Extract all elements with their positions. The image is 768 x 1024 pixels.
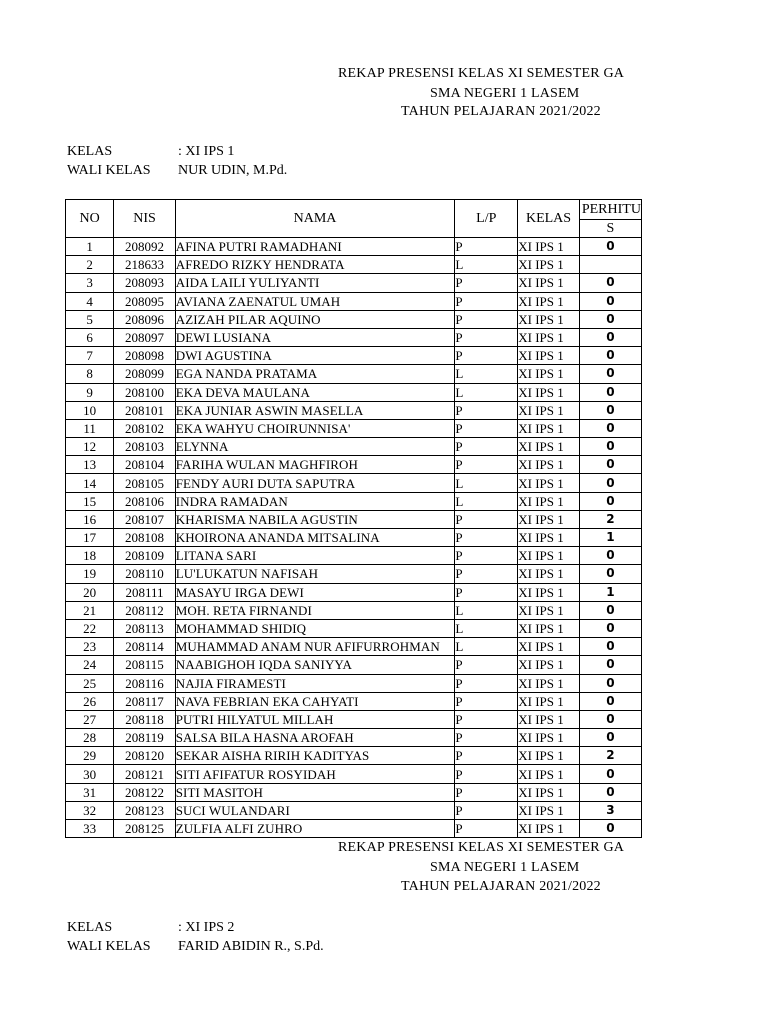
row-class: XI IPS 1 [518,729,580,747]
row-nis: 208122 [114,783,175,801]
table-row [66,619,642,637]
row-nis: 208101 [114,401,175,419]
row-gender: L [455,383,518,401]
row-class: XI IPS 1 [518,510,580,528]
row-no: 20 [66,583,114,601]
row-no: 17 [66,529,114,547]
row-nis: 208108 [114,529,175,547]
row-nis: 208098 [114,347,175,365]
row-sick-count: 1 [579,529,641,547]
row-sick-count: 0 [579,565,641,583]
class-label: KELAS [67,144,113,159]
row-name: EKA WAHYU CHOIRUNNISA' [175,419,455,437]
row-class: XI IPS 1 [518,529,580,547]
row-nis: 208095 [114,292,175,310]
row-class: XI IPS 1 [518,274,580,292]
row-name: KHARISMA NABILA AGUSTIN [175,510,455,528]
row-nis: 208119 [114,729,175,747]
table-row [66,310,642,328]
row-name: KHOIRONA ANANDA MITSALINA [175,529,455,547]
row-gender: P [455,710,518,728]
row-sick-count: 0 [579,619,641,637]
row-name: DEWI LUSIANA [175,328,455,346]
row-class: XI IPS 1 [518,692,580,710]
row-no: 13 [66,456,114,474]
row-class: XI IPS 1 [518,383,580,401]
row-nis: 208099 [114,365,175,383]
row-sick-count: 0 [579,347,641,365]
row-name: AIDA LAILI YULIYANTI [175,274,455,292]
row-class: XI IPS 1 [518,256,580,274]
table-row [66,547,642,565]
table-row [66,274,642,292]
row-sick-count: 0 [579,238,641,256]
row-nis: 208118 [114,710,175,728]
header-s: S [579,220,641,238]
row-no: 19 [66,565,114,583]
row-no: 31 [66,783,114,801]
row-gender: P [455,510,518,528]
row-gender: P [455,274,518,292]
row-nis: 208123 [114,801,175,819]
row-name: LU'LUKATUN NAFISAH [175,565,455,583]
table-row [66,328,642,346]
row-name: SITI AFIFATUR ROSYIDAH [175,765,455,783]
row-no: 33 [66,820,114,838]
row-nis: 208105 [114,474,175,492]
row-name: PUTRI HILYATUL MILLAH [175,710,455,728]
row-no: 32 [66,801,114,819]
table-row [66,401,642,419]
table-row [66,383,642,401]
table-row [66,365,642,383]
row-sick-count: 0 [579,383,641,401]
table-row [66,801,642,819]
report-title: REKAP PRESENSI KELAS XI SEMESTER GA [338,66,625,81]
row-gender: P [455,583,518,601]
row-name: LITANA SARI [175,547,455,565]
row-name: FENDY AURI DUTA SAPUTRA [175,474,455,492]
row-sick-count: 0 [579,456,641,474]
table-row [66,565,642,583]
row-gender: P [455,238,518,256]
row-name: INDRA RAMADAN [175,492,455,510]
row-gender: L [455,492,518,510]
school-name-2: SMA NEGERI 1 LASEM [430,860,580,875]
row-class: XI IPS 1 [518,438,580,456]
row-gender: P [455,310,518,328]
row-no: 29 [66,747,114,765]
row-nis: 208125 [114,820,175,838]
row-name: EGA NANDA PRATAMA [175,365,455,383]
row-nis: 208112 [114,601,175,619]
row-gender: P [455,565,518,583]
row-name: AZIZAH PILAR AQUINO [175,310,455,328]
row-gender: P [455,438,518,456]
row-class: XI IPS 1 [518,619,580,637]
row-no: 12 [66,438,114,456]
row-no: 2 [66,256,114,274]
row-nis: 208100 [114,383,175,401]
row-sick-count: 3 [579,801,641,819]
row-no: 14 [66,474,114,492]
row-no: 21 [66,601,114,619]
row-class: XI IPS 1 [518,238,580,256]
table-row [66,820,642,838]
row-name: NAJIA FIRAMESTI [175,674,455,692]
row-class: XI IPS 1 [518,328,580,346]
row-class: XI IPS 1 [518,547,580,565]
row-gender: P [455,547,518,565]
row-class: XI IPS 1 [518,292,580,310]
table-row [66,438,642,456]
row-gender: L [455,638,518,656]
row-name: EKA DEVA MAULANA [175,383,455,401]
row-sick-count [579,256,641,274]
row-gender: P [455,783,518,801]
row-no: 9 [66,383,114,401]
row-nis: 208102 [114,419,175,437]
table-body [66,238,642,838]
row-gender: P [455,292,518,310]
row-no: 11 [66,419,114,437]
row-class: XI IPS 1 [518,565,580,583]
class-value-2: : XI IPS 2 [178,920,235,935]
row-no: 5 [66,310,114,328]
row-class: XI IPS 1 [518,583,580,601]
header-nis: NIS [114,200,175,238]
row-sick-count: 0 [579,274,641,292]
row-class: XI IPS 1 [518,783,580,801]
row-gender: P [455,747,518,765]
table-row [66,292,642,310]
row-gender: P [455,674,518,692]
homeroom-label-2: WALI KELAS [67,939,151,954]
row-sick-count: 0 [579,601,641,619]
row-gender: P [455,419,518,437]
row-name: ELYNNA [175,438,455,456]
row-name: SITI MASITOH [175,783,455,801]
row-gender: P [455,765,518,783]
class-label-2: KELAS [67,920,113,935]
row-class: XI IPS 1 [518,456,580,474]
row-sick-count: 0 [579,328,641,346]
row-name: AFREDO RIZKY HENDRATA [175,256,455,274]
row-no: 23 [66,638,114,656]
row-name: NAVA FEBRIAN EKA CAHYATI [175,692,455,710]
row-gender: L [455,619,518,637]
table-row [66,656,642,674]
row-no: 8 [66,365,114,383]
row-no: 27 [66,710,114,728]
row-nis: 208106 [114,492,175,510]
row-nis: 208114 [114,638,175,656]
table-row [66,765,642,783]
row-class: XI IPS 1 [518,347,580,365]
row-sick-count: 0 [579,474,641,492]
row-class: XI IPS 1 [518,365,580,383]
row-nis: 208117 [114,692,175,710]
row-gender: P [455,692,518,710]
row-sick-count: 2 [579,510,641,528]
row-sick-count: 0 [579,638,641,656]
row-name: MOH. RETA FIRNANDI [175,601,455,619]
row-no: 24 [66,656,114,674]
row-gender: P [455,801,518,819]
table-row [66,510,642,528]
table-row [66,474,642,492]
row-nis: 208109 [114,547,175,565]
row-nis: 218633 [114,256,175,274]
table-row [66,747,642,765]
table-row [66,638,642,656]
row-class: XI IPS 1 [518,710,580,728]
table-row [66,492,642,510]
row-no: 22 [66,619,114,637]
row-nis: 208107 [114,510,175,528]
table-row [66,692,642,710]
table-row [66,347,642,365]
row-sick-count: 0 [579,401,641,419]
row-no: 1 [66,238,114,256]
row-gender: L [455,601,518,619]
row-class: XI IPS 1 [518,310,580,328]
row-gender: P [455,529,518,547]
row-class: XI IPS 1 [518,674,580,692]
row-no: 30 [66,765,114,783]
header-lp: L/P [455,200,518,238]
row-gender: L [455,365,518,383]
table-row [66,729,642,747]
table-row [66,674,642,692]
row-class: XI IPS 1 [518,419,580,437]
row-class: XI IPS 1 [518,656,580,674]
row-class: XI IPS 1 [518,765,580,783]
row-sick-count: 0 [579,419,641,437]
academic-year: TAHUN PELAJARAN 2021/2022 [401,104,601,119]
row-name: DWI AGUSTINA [175,347,455,365]
table-row [66,456,642,474]
class-value: : XI IPS 1 [178,144,235,159]
row-class: XI IPS 1 [518,638,580,656]
row-gender: P [455,729,518,747]
header-nama: NAMA [175,200,455,238]
header-no: NO [66,200,114,238]
row-sick-count: 0 [579,710,641,728]
row-class: XI IPS 1 [518,401,580,419]
academic-year-2: TAHUN PELAJARAN 2021/2022 [401,879,601,894]
row-class: XI IPS 1 [518,492,580,510]
row-nis: 208120 [114,747,175,765]
row-no: 25 [66,674,114,692]
row-sick-count: 0 [579,656,641,674]
header-perhitungan: PERHITU [579,200,641,220]
row-no: 15 [66,492,114,510]
row-name: MASAYU IRGA DEWI [175,583,455,601]
row-name: AVIANA ZAENATUL UMAH [175,292,455,310]
row-sick-count: 0 [579,729,641,747]
row-no: 6 [66,328,114,346]
row-sick-count: 2 [579,747,641,765]
row-sick-count: 0 [579,310,641,328]
row-sick-count: 0 [579,492,641,510]
row-class: XI IPS 1 [518,801,580,819]
row-name: SALSA BILA HASNA AROFAH [175,729,455,747]
table-row [66,601,642,619]
row-sick-count: 0 [579,292,641,310]
row-gender: P [455,656,518,674]
row-sick-count: 0 [579,820,641,838]
row-name: SEKAR AISHA RIRIH KADITYAS [175,747,455,765]
table-row [66,238,642,256]
attendance-table [65,199,642,838]
row-name: FARIHA WULAN MAGHFIROH [175,456,455,474]
row-nis: 208110 [114,565,175,583]
row-class: XI IPS 1 [518,747,580,765]
row-no: 26 [66,692,114,710]
row-name: AFINA PUTRI RAMADHANI [175,238,455,256]
row-sick-count: 0 [579,765,641,783]
table-row [66,710,642,728]
row-nis: 208115 [114,656,175,674]
row-nis: 208092 [114,238,175,256]
row-no: 16 [66,510,114,528]
row-class: XI IPS 1 [518,820,580,838]
row-sick-count: 1 [579,583,641,601]
row-name: NAABIGHOH IQDA SANIYYA [175,656,455,674]
row-gender: P [455,820,518,838]
row-nis: 208093 [114,274,175,292]
row-no: 18 [66,547,114,565]
row-nis: 208103 [114,438,175,456]
row-no: 7 [66,347,114,365]
row-gender: L [455,474,518,492]
row-sick-count: 0 [579,674,641,692]
table-row [66,529,642,547]
header-kelas: KELAS [518,200,580,238]
row-nis: 208116 [114,674,175,692]
row-sick-count: 0 [579,783,641,801]
row-gender: P [455,347,518,365]
row-sick-count: 0 [579,438,641,456]
row-gender: P [455,401,518,419]
row-name: SUCI WULANDARI [175,801,455,819]
table-row [66,583,642,601]
row-gender: L [455,256,518,274]
homeroom-label: WALI KELAS [67,163,151,178]
row-sick-count: 0 [579,692,641,710]
table-row [66,783,642,801]
row-nis: 208096 [114,310,175,328]
table-row [66,256,642,274]
school-name: SMA NEGERI 1 LASEM [430,86,580,101]
row-class: XI IPS 1 [518,474,580,492]
row-gender: P [455,456,518,474]
report-title-2: REKAP PRESENSI KELAS XI SEMESTER GA [338,840,625,855]
row-no: 4 [66,292,114,310]
row-sick-count: 0 [579,547,641,565]
row-no: 28 [66,729,114,747]
homeroom-value: NUR UDIN, M.Pd. [178,163,288,178]
row-name: ZULFIA ALFI ZUHRO [175,820,455,838]
row-no: 10 [66,401,114,419]
table-row [66,419,642,437]
row-nis: 208121 [114,765,175,783]
row-no: 3 [66,274,114,292]
row-nis: 208111 [114,583,175,601]
row-nis: 208113 [114,619,175,637]
row-nis: 208104 [114,456,175,474]
row-name: MUHAMMAD ANAM NUR AFIFURROHMAN [175,638,455,656]
homeroom-value-2: FARID ABIDIN R., S.Pd. [178,939,324,954]
row-gender: P [455,328,518,346]
row-nis: 208097 [114,328,175,346]
row-sick-count: 0 [579,365,641,383]
row-name: EKA JUNIAR ASWIN MASELLA [175,401,455,419]
row-name: MOHAMMAD SHIDIQ [175,619,455,637]
row-class: XI IPS 1 [518,601,580,619]
